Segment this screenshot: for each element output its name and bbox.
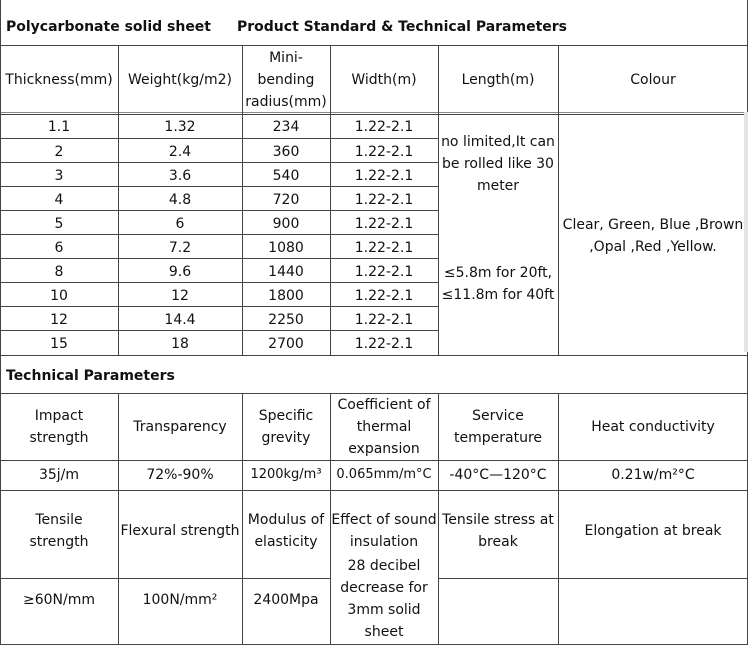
table-cell: 12	[50, 312, 68, 328]
table-cell: 1080	[268, 240, 304, 256]
grid-line	[0, 186, 438, 187]
table-cell: 360	[272, 144, 300, 160]
table-cell: 2.4	[168, 144, 192, 160]
value-elongation	[558, 578, 748, 622]
header-weight: Weight(kg/m2)	[128, 71, 232, 88]
table-cell: 900	[272, 216, 300, 232]
table-cell: 2	[54, 144, 64, 160]
grid-line	[0, 138, 438, 139]
grid-line	[0, 0, 1, 645]
header-elongation: Elongation at break	[584, 523, 722, 539]
grid-line	[242, 393, 243, 645]
standard-title: Product Standard & Technical Parameters	[237, 19, 568, 35]
grid-line	[0, 578, 330, 579]
table-cell: 15	[50, 336, 68, 352]
table-cell: 14.4	[164, 312, 196, 328]
grid-line	[558, 393, 559, 645]
edge-shadow	[744, 112, 748, 352]
header-transparency: Transparency	[133, 419, 227, 435]
table-cell: 7.2	[168, 240, 192, 256]
table-cell: 1.22-2.1	[354, 312, 414, 328]
grid-line	[0, 258, 438, 259]
table-cell: 1.22-2.1	[354, 336, 414, 352]
table-cell: 1.22-2.1	[354, 192, 414, 208]
grid-line	[0, 306, 438, 307]
value-modulus: 2400Mpa	[253, 592, 319, 608]
table-cell: 1.22-2.1	[354, 144, 414, 160]
value-thermal-expansion: 0.065mm/m°C	[336, 467, 432, 482]
value-service-temperature: -40°C—120°C	[449, 467, 547, 483]
table-cell: 9.6	[168, 264, 192, 280]
grid-line	[558, 45, 559, 356]
header-sound-insulation: Effect of sound insulation	[331, 512, 437, 550]
value-heat-conductivity: 0.21w/m²°C	[611, 467, 695, 483]
grid-line	[330, 45, 331, 356]
header-thickness: Thickness(mm)	[5, 71, 113, 88]
table-cell: 1800	[268, 288, 304, 304]
grid-line	[0, 644, 748, 645]
header-tensile-strength: Tensile strength	[29, 512, 89, 550]
value-specific-gravity: 1200kg/m³	[250, 467, 322, 482]
table-cell: 1440	[268, 264, 304, 280]
grid-line	[118, 393, 119, 645]
product-title: Polycarbonate solid sheet	[6, 19, 211, 35]
table-cell: 3.6	[168, 168, 192, 184]
table-cell: 4.8	[168, 192, 192, 208]
table-cell: 2700	[268, 336, 304, 352]
header-colour: Colour	[630, 71, 676, 88]
header-modulus: Modulus of elasticity	[247, 512, 325, 550]
grid-line	[242, 45, 243, 356]
value-flexural-strength: 100N/mm²	[142, 592, 218, 608]
grid-line	[438, 45, 439, 356]
header-service-temperature: Service temperature	[454, 408, 542, 446]
grid-line	[0, 282, 438, 283]
table-cell: 10	[50, 288, 68, 304]
header-thermal-expansion: Coefficient of thermal expansion	[337, 397, 431, 457]
table-cell: 5	[54, 216, 64, 232]
header-length: Length(m)	[461, 71, 535, 88]
grid-line	[0, 460, 748, 461]
table-cell: 1.22-2.1	[354, 168, 414, 184]
table-cell: 720	[272, 192, 300, 208]
length-note-container: ≤5.8m for 20ft, ≤11.8m for 40ft	[441, 265, 555, 303]
header-bending-radius: Mini- bending radius(mm)	[245, 49, 327, 110]
table-cell: 1.22-2.1	[354, 216, 414, 232]
tech-params-title: Technical Parameters	[6, 368, 175, 384]
value-transparency: 72%-90%	[146, 467, 214, 483]
value-tensile-stress	[438, 578, 558, 622]
header-heat-conductivity: Heat conductivity	[591, 419, 715, 435]
table-cell: 3	[54, 168, 64, 184]
table-cell: 1.22-2.1	[354, 119, 414, 135]
grid-line	[438, 393, 439, 645]
grid-line	[0, 112, 748, 113]
table-cell: 1.1	[47, 119, 71, 135]
table-cell: 12	[171, 288, 189, 304]
table-cell: 6	[54, 240, 64, 256]
grid-line	[0, 330, 438, 331]
value-tensile-strength: ≥60N/mm	[22, 592, 95, 608]
value-impact-strength: 35j/m	[38, 467, 80, 483]
header-impact-strength: Impact strength	[29, 408, 89, 446]
grid-line	[0, 45, 748, 46]
table-cell: 1.22-2.1	[354, 288, 414, 304]
header-tensile-stress: Tensile stress at break	[442, 512, 554, 550]
header-specific-gravity: Specific grevity	[258, 408, 314, 446]
colour-options: Clear, Green, Blue ,Brown ,Opal ,Red ,Yellow.	[562, 217, 744, 255]
table-cell: 4	[54, 192, 64, 208]
table-cell: 1.22-2.1	[354, 240, 414, 256]
grid-line	[0, 234, 438, 235]
value-sound-insulation: 28 decibel decrease for 3mm solid sheet	[340, 558, 428, 640]
table-cell: 8	[54, 264, 64, 280]
table-cell: 18	[171, 336, 189, 352]
header-flexural-strength: Flexural strength	[120, 523, 240, 539]
grid-line	[0, 162, 438, 163]
grid-line	[0, 114, 748, 115]
table-cell: 1.32	[164, 119, 196, 135]
grid-line	[0, 393, 748, 394]
grid-line	[0, 490, 748, 491]
table-cell: 2250	[268, 312, 304, 328]
table-cell: 6	[175, 216, 185, 232]
header-width: Width(m)	[351, 71, 417, 88]
grid-line	[0, 355, 748, 356]
table-cell: 540	[272, 168, 300, 184]
grid-line	[118, 45, 119, 356]
grid-line	[0, 210, 438, 211]
length-note-roll: no limited,It can be rolled like 30 meter	[441, 134, 555, 194]
table-cell: 234	[272, 119, 300, 135]
grid-line	[330, 393, 331, 645]
grid-line	[438, 578, 748, 579]
table-cell: 1.22-2.1	[354, 264, 414, 280]
